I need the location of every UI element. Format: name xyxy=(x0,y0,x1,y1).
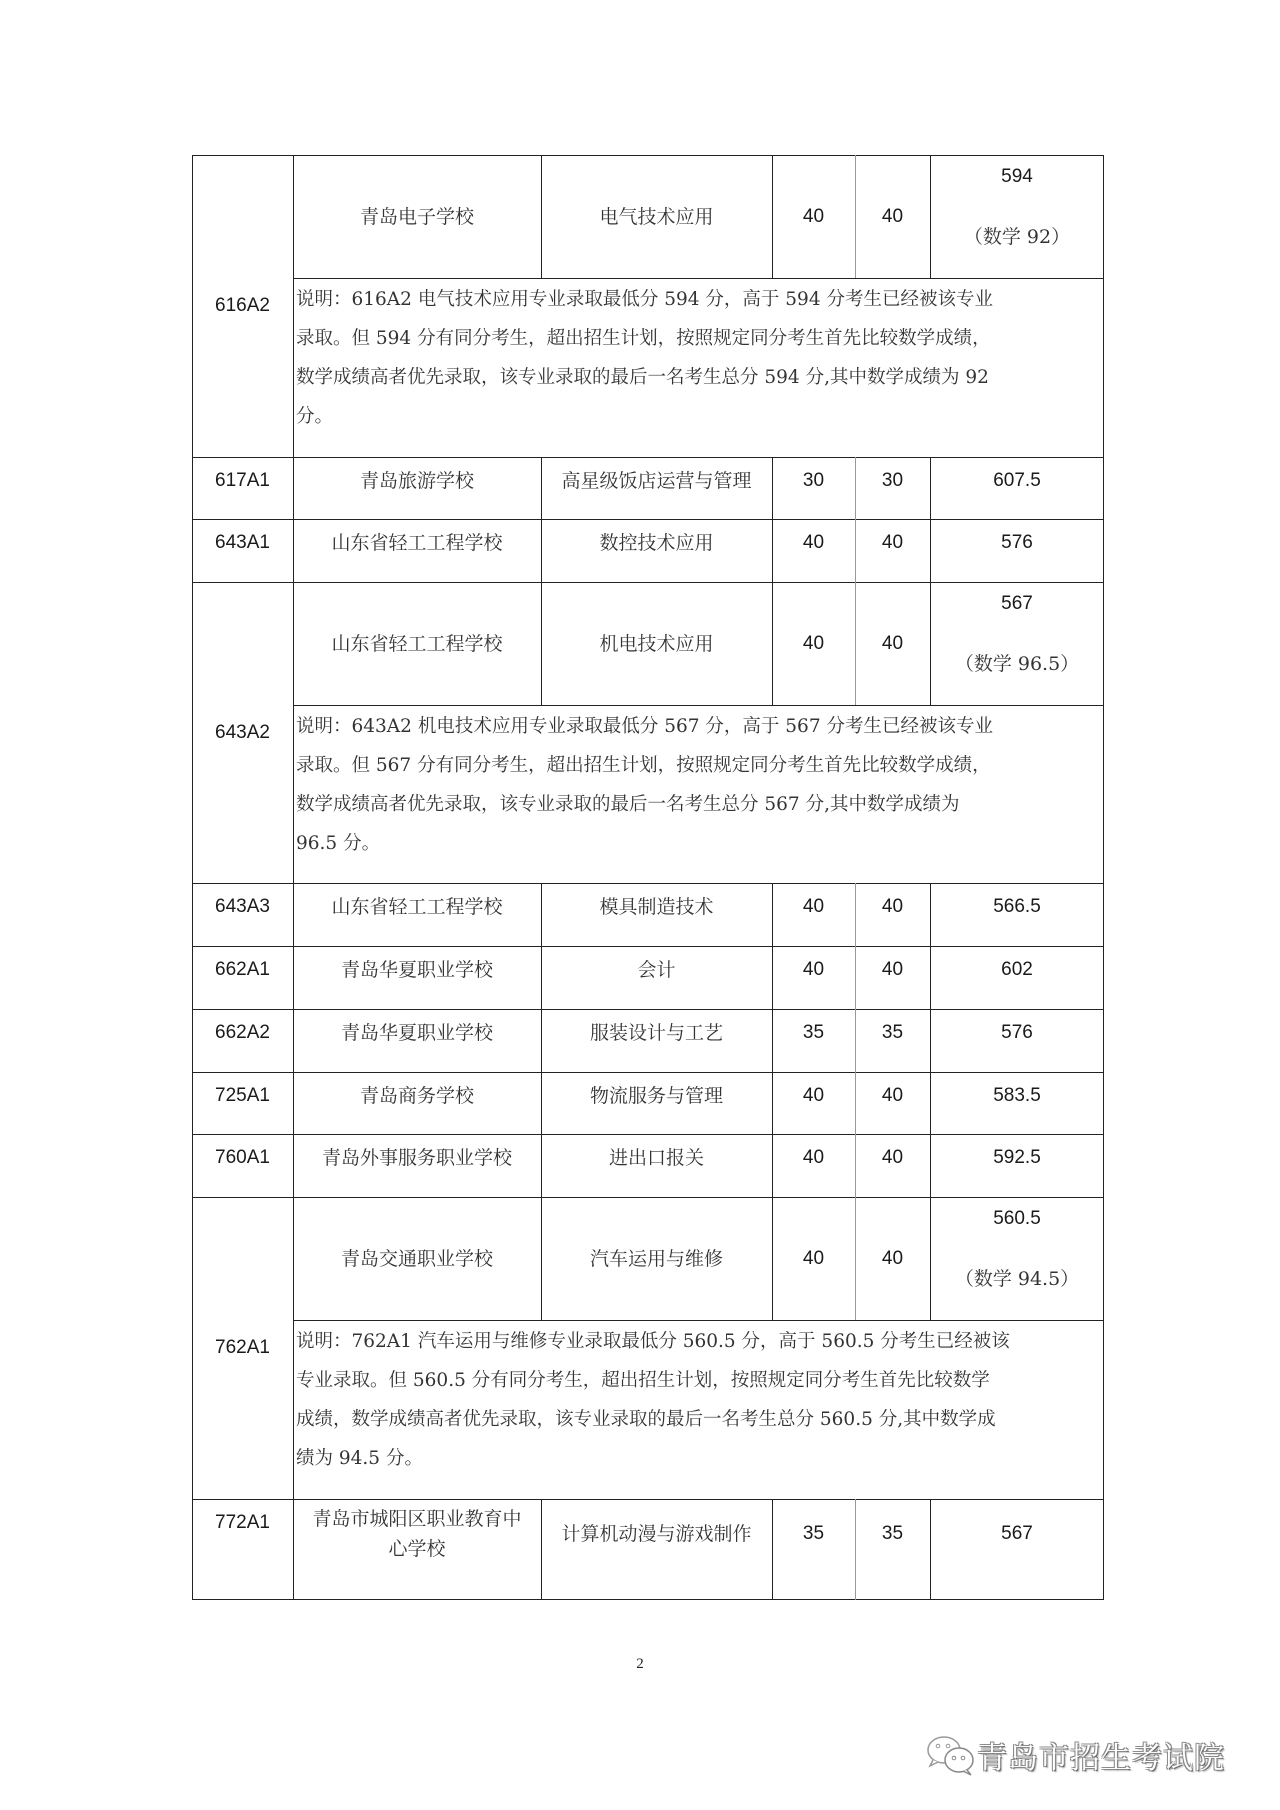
column-divider xyxy=(855,1499,856,1600)
admission-note-line: 96.5 分。 xyxy=(296,833,381,854)
plan-count: 30 xyxy=(802,470,825,491)
admission-note-line: 分。 xyxy=(296,406,334,427)
min-score: 567 xyxy=(1001,593,1033,614)
admitted-count: 40 xyxy=(881,1248,904,1269)
program-code: 617A1 xyxy=(215,470,270,491)
school-name: 青岛市城阳区职业教育中 xyxy=(312,1508,522,1530)
admitted-count: 40 xyxy=(881,959,904,980)
admitted-count: 40 xyxy=(881,1085,904,1106)
min-score: 602 xyxy=(1001,959,1033,980)
note-divider xyxy=(293,705,1104,706)
program-code: 643A3 xyxy=(215,896,270,917)
program-code: 662A2 xyxy=(215,1022,270,1043)
admitted-count: 40 xyxy=(881,1147,904,1168)
row-divider xyxy=(192,1009,1104,1010)
major-name: 物流服务与管理 xyxy=(589,1085,723,1107)
major-name: 汽车运用与维修 xyxy=(589,1248,723,1270)
program-code: 643A1 xyxy=(215,532,270,553)
major-name: 机电技术应用 xyxy=(599,633,714,655)
program-code: 762A1 xyxy=(215,1337,270,1358)
program-code: 772A1 xyxy=(215,1512,270,1533)
row-divider xyxy=(192,1134,1104,1135)
row-divider xyxy=(192,1197,1104,1198)
major-name: 模具制造技术 xyxy=(599,896,714,918)
admitted-count: 40 xyxy=(881,532,904,553)
school-name: 山东省轻工工程学校 xyxy=(331,633,503,655)
math-score: （数学 96.5） xyxy=(954,653,1080,675)
plan-count: 35 xyxy=(802,1523,825,1544)
admission-note-line: 说明：616A2 电气技术应用专业录取最低分 594 分，高于 594 分考生已经被该专业 xyxy=(296,289,993,310)
admission-note-line: 数学成绩高者优先录取，该专业录取的最后一名考生总分 594 分,其中数学成绩为 92 xyxy=(296,367,989,388)
school-name: 山东省轻工工程学校 xyxy=(331,896,503,918)
major-name: 会计 xyxy=(637,959,676,981)
admitted-count: 40 xyxy=(881,896,904,917)
row-divider xyxy=(192,519,1104,520)
plan-count: 40 xyxy=(802,206,825,227)
column-divider xyxy=(293,1197,294,1499)
note-divider xyxy=(293,278,1104,279)
row-divider xyxy=(192,946,1104,947)
admission-note-line: 数学成绩高者优先录取，该专业录取的最后一名考生总分 567 分,其中数学成绩为 xyxy=(296,794,960,815)
program-code: 662A1 xyxy=(215,959,270,980)
admitted-count: 30 xyxy=(881,470,904,491)
school-name: 山东省轻工工程学校 xyxy=(331,532,503,554)
plan-count: 40 xyxy=(802,633,825,654)
plan-count: 40 xyxy=(802,896,825,917)
column-divider xyxy=(293,582,294,883)
major-name: 计算机动漫与游戏制作 xyxy=(561,1523,752,1545)
plan-count: 40 xyxy=(802,1085,825,1106)
major-name: 数控技术应用 xyxy=(599,532,714,554)
min-score: 567 xyxy=(1001,1523,1033,1544)
min-score: 583.5 xyxy=(993,1085,1041,1106)
program-code: 616A2 xyxy=(215,295,270,316)
admitted-count: 40 xyxy=(881,206,904,227)
row-divider xyxy=(192,1072,1104,1073)
school-name: 青岛商务学校 xyxy=(359,1085,474,1107)
min-score: 592.5 xyxy=(993,1147,1041,1168)
major-name: 高星级饭店运营与管理 xyxy=(561,470,752,492)
plan-count: 35 xyxy=(802,1022,825,1043)
row-divider xyxy=(192,582,1104,583)
column-divider xyxy=(293,155,294,457)
wechat-icon xyxy=(925,1733,977,1777)
watermark xyxy=(925,1733,1225,1777)
admission-note-line: 说明：643A2 机电技术应用专业录取最低分 567 分，高于 567 分考生已经被该专业 xyxy=(296,716,993,737)
min-score: 607.5 xyxy=(993,470,1041,491)
program-code: 643A2 xyxy=(215,722,270,743)
school-name: 青岛旅游学校 xyxy=(359,470,474,492)
major-name: 服装设计与工艺 xyxy=(589,1022,723,1044)
school-name: 青岛交通职业学校 xyxy=(340,1248,493,1270)
admission-note-line: 绩为 94.5 分。 xyxy=(296,1448,423,1469)
column-divider xyxy=(930,1499,931,1600)
page-number: 2 xyxy=(636,1656,644,1672)
watermark-text: 青岛市招生考试院 xyxy=(977,1741,1225,1776)
admission-note-line: 说明：762A1 汽车运用与维修专业录取最低分 560.5 分，高于 560.5 分考生已经被该 xyxy=(296,1331,1010,1352)
admitted-count: 35 xyxy=(881,1022,904,1043)
row-divider xyxy=(192,883,1104,884)
column-divider xyxy=(772,1499,773,1600)
math-score: （数学 92） xyxy=(963,226,1071,248)
admitted-count: 40 xyxy=(881,633,904,654)
program-code: 760A1 xyxy=(215,1147,270,1168)
school-name: 青岛外事服务职业学校 xyxy=(321,1147,512,1169)
note-divider xyxy=(293,1320,1104,1321)
school-name: 青岛华夏职业学校 xyxy=(340,959,493,981)
major-name: 电气技术应用 xyxy=(599,206,714,228)
plan-count: 40 xyxy=(802,1248,825,1269)
major-name: 进出口报关 xyxy=(608,1147,704,1169)
school-name: 青岛电子学校 xyxy=(359,206,474,228)
plan-count: 40 xyxy=(802,959,825,980)
admitted-count: 35 xyxy=(881,1523,904,1544)
min-score: 560.5 xyxy=(993,1208,1041,1229)
plan-count: 40 xyxy=(802,1147,825,1168)
column-divider xyxy=(541,1499,542,1600)
row-divider xyxy=(192,457,1104,458)
math-score: （数学 94.5） xyxy=(954,1268,1080,1290)
min-score: 576 xyxy=(1001,532,1033,553)
min-score: 566.5 xyxy=(993,896,1041,917)
program-code: 725A1 xyxy=(215,1085,270,1106)
admission-note-line: 录取。但 567 分有同分考生，超出招生计划，按照规定同分考生首先比较数学成绩， xyxy=(296,755,991,776)
admission-note-line: 成绩，数学成绩高者优先录取，该专业录取的最后一名考生总分 560.5 分,其中数学成 xyxy=(296,1409,996,1430)
row-divider xyxy=(192,1499,1104,1500)
min-score: 594 xyxy=(1001,166,1033,187)
plan-count: 40 xyxy=(802,532,825,553)
admission-note-line: 专业录取。但 560.5 分有同分考生，超出招生计划，按照规定同分考生首先比较数学 xyxy=(296,1370,990,1391)
admission-note-line: 录取。但 594 分有同分考生，超出招生计划，按照规定同分考生首先比较数学成绩， xyxy=(296,328,991,349)
school-name: 心学校 xyxy=(388,1538,446,1560)
min-score: 576 xyxy=(1001,1022,1033,1043)
school-name: 青岛华夏职业学校 xyxy=(340,1022,493,1044)
